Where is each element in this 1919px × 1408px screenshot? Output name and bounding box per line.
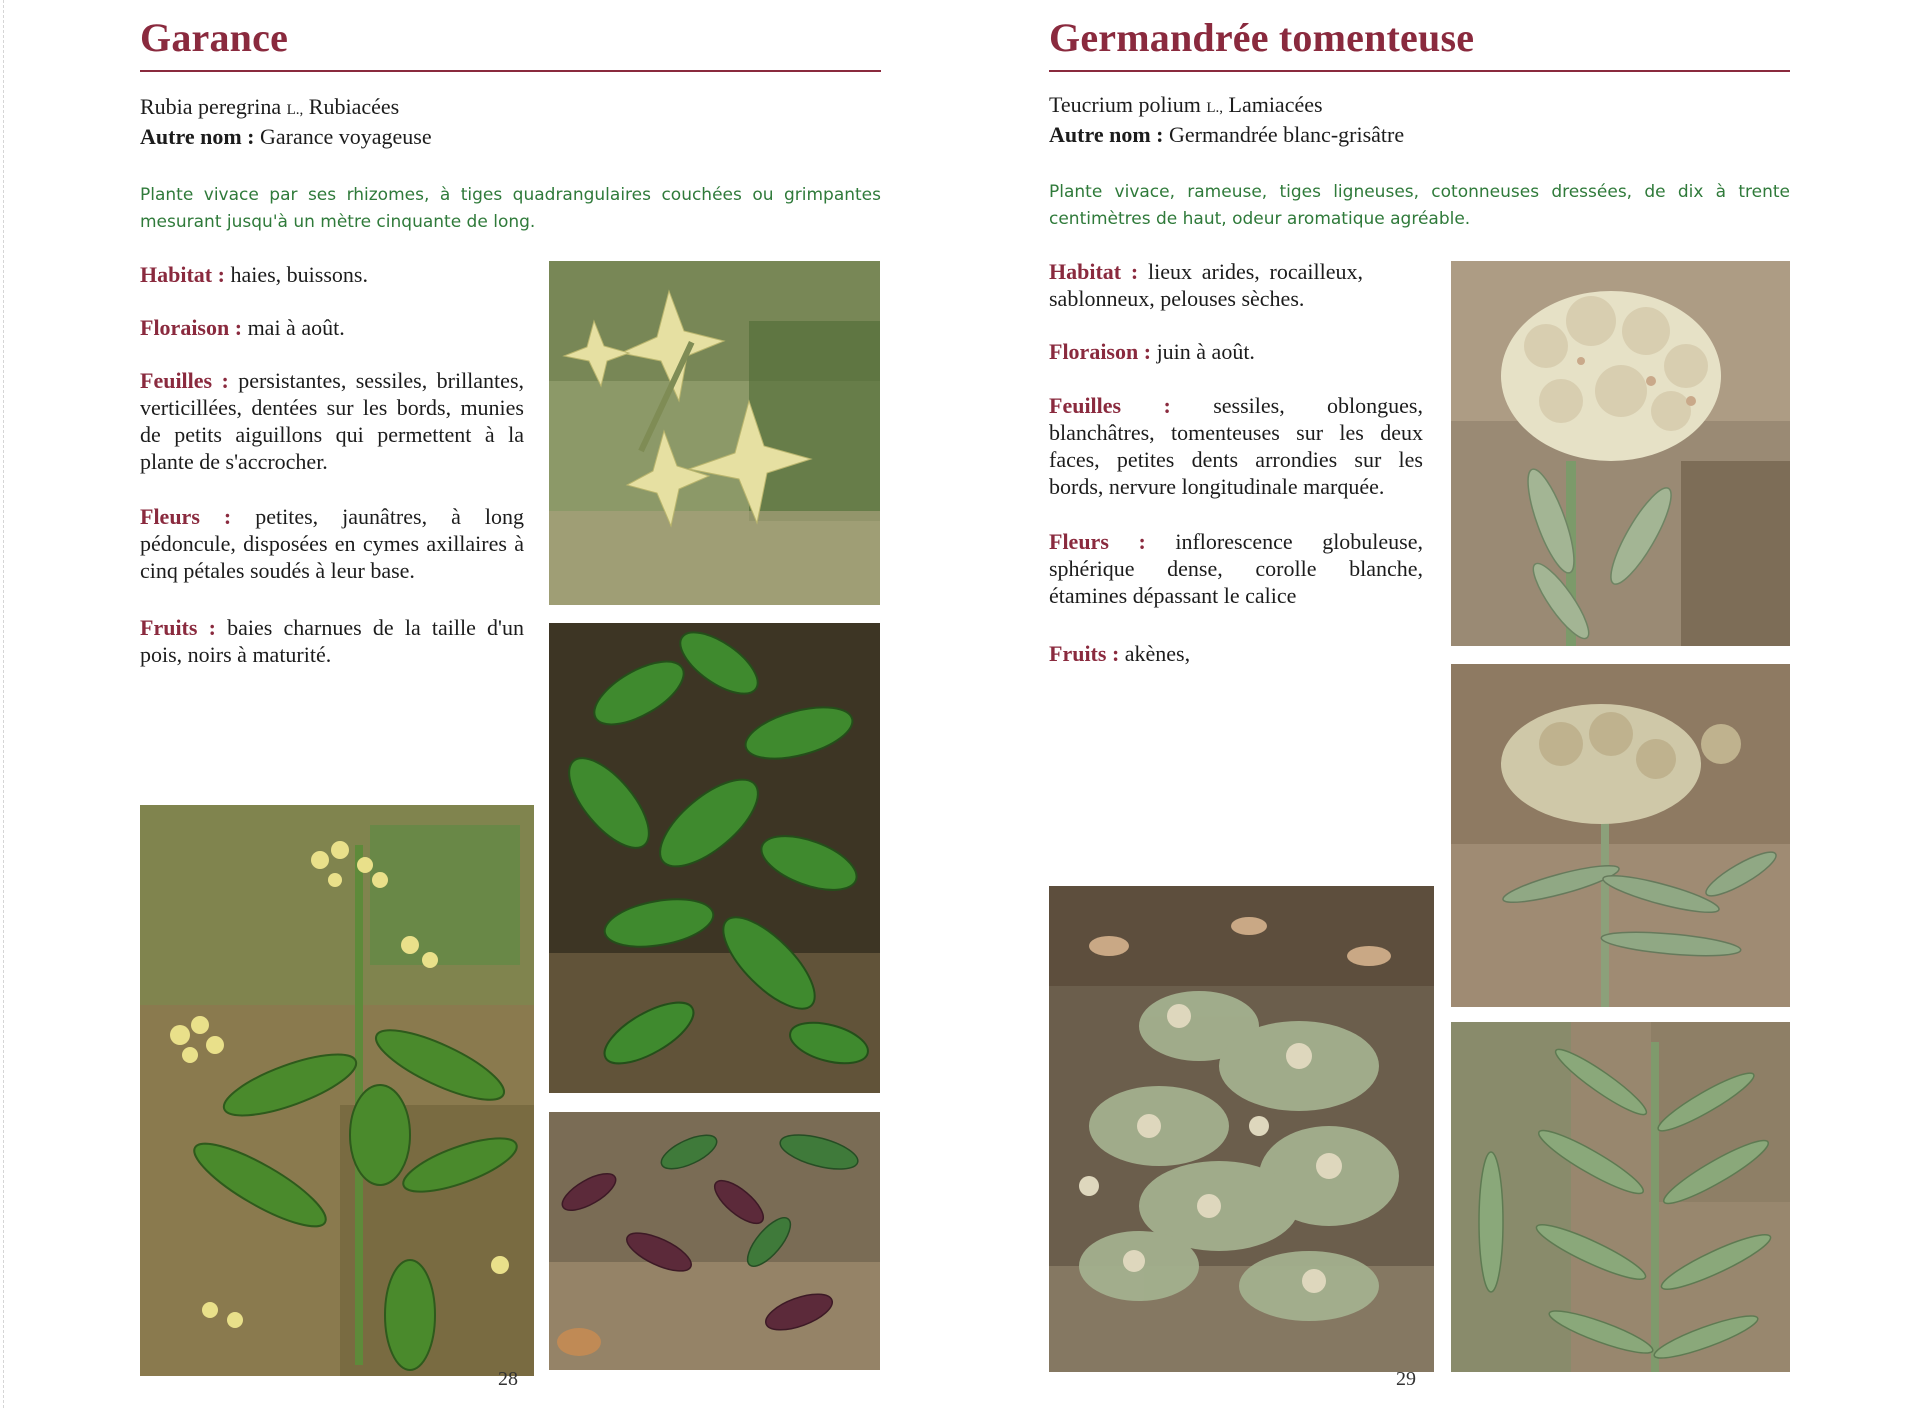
page-number: 29 xyxy=(1396,1368,1416,1390)
plant-family: Lamiacées xyxy=(1228,92,1323,117)
field-label: Habitat : xyxy=(140,262,225,287)
plant-title: Garance xyxy=(140,15,289,60)
field-text: mai à août. xyxy=(247,315,345,340)
photo-ground-cover xyxy=(1049,886,1434,1372)
field-text: lieux arides, rocailleux, sablonneux, pelouses sèches. xyxy=(1049,259,1363,311)
plant-family: Rubiacées xyxy=(308,94,400,119)
intro-text: Plante vivace par ses rhizomes, à tiges quadrangulaires couchées ou grimpantes mesurant jusqu'à un mètre cinquante de long. xyxy=(140,185,881,232)
field-label: Fleurs : xyxy=(1049,529,1146,554)
alt-name-value: Germandrée blanc-grisâtre xyxy=(1168,122,1405,147)
title-rule xyxy=(1049,70,1790,72)
intro-text: Plante vivace, rameuse, tiges ligneuses, cotonneuses dressées, de dix à trente centimètres de haut, odeur aromatique agréable. xyxy=(1049,182,1790,229)
field-fleurs xyxy=(140,503,524,584)
field-fruits xyxy=(140,614,524,668)
photo-woolly-flowerhead xyxy=(1451,261,1790,646)
page-number: 28 xyxy=(498,1368,518,1390)
field-label: Floraison : xyxy=(1049,339,1152,364)
field-habitat xyxy=(140,261,524,288)
latin-name: Teucrium polium xyxy=(1049,92,1201,117)
field-habitat xyxy=(1049,258,1363,312)
alt-name-value: Garance voyageuse xyxy=(259,124,432,149)
alt-name-label: Autre nom : xyxy=(1049,122,1164,147)
field-label: Fruits : xyxy=(1049,641,1120,666)
field-text: persistantes, sessiles, brillantes, verticillées, dentées sur les bords, munies de petits aiguillons qui permettent à la plante de s'accrocher. xyxy=(140,368,524,474)
field-text: juin à août. xyxy=(1156,339,1255,364)
field-floraison xyxy=(140,314,524,341)
latin-name-line xyxy=(140,94,399,120)
author-abbrev: L., xyxy=(1206,100,1223,116)
field-label: Feuilles : xyxy=(140,368,229,393)
photo-leafy-stems xyxy=(1451,1022,1790,1372)
field-feuilles xyxy=(1049,392,1423,500)
field-floraison xyxy=(1049,338,1363,365)
author-abbrev: L., xyxy=(286,102,304,118)
alt-name-line xyxy=(140,124,432,150)
latin-name: Rubia peregrina xyxy=(140,94,282,119)
plant-title: Germandrée tomenteuse xyxy=(1049,15,1475,60)
latin-name-line xyxy=(1049,92,1323,118)
field-text: petites, jaunâtres, à long pédoncule, disposées en cymes axillaires à cinq pétales soudés à leur base. xyxy=(140,504,524,583)
field-feuilles xyxy=(140,367,524,475)
field-fruits xyxy=(1049,640,1423,667)
field-text: inflorescence globuleuse, sphérique dense, corolle blanche, étamines dépassant le calice xyxy=(1049,529,1424,608)
photo-flower-closeup xyxy=(549,261,880,605)
photo-leaves xyxy=(549,623,880,1093)
field-label: Floraison : xyxy=(140,315,243,340)
field-label: Fruits : xyxy=(140,615,216,640)
field-text: baies charnues de la taille d'un pois, noirs à maturité. xyxy=(140,615,525,667)
left-page xyxy=(0,0,940,1408)
alt-name-line xyxy=(1049,122,1404,148)
field-text: akènes, xyxy=(1124,641,1191,666)
photo-plant-dry-soil xyxy=(1451,664,1790,1007)
right-page xyxy=(940,0,1919,1408)
alt-name-label: Autre nom : xyxy=(140,124,255,149)
field-label: Habitat : xyxy=(1049,259,1139,284)
field-text: haies, buissons. xyxy=(230,262,368,287)
photo-flowering-plant xyxy=(140,805,534,1376)
field-text: sessiles, oblongues, blanchâtres, tomenteuses sur les deux faces, petites dents arrondies sur les bords, nervure longitudinale marquée. xyxy=(1049,393,1423,499)
field-label: Fleurs : xyxy=(140,504,232,529)
field-fleurs xyxy=(1049,528,1423,609)
title-rule xyxy=(140,70,881,72)
photo-red-stems xyxy=(549,1112,880,1370)
field-label: Feuilles : xyxy=(1049,393,1171,418)
